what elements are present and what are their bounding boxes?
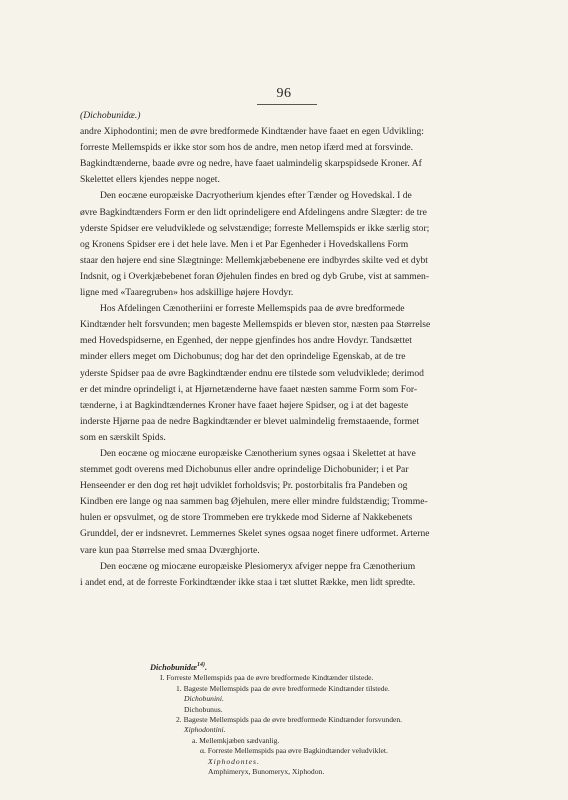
text-line: tænderne, i at Bagkindtændernes Kroner have faaet højere Spidser, og i at det bageste (80, 399, 409, 411)
text-line: vare kun paa Størrelse med smaa Dværghjorte. (80, 544, 260, 556)
text-line: Henseender er den dog ret højt udviklet forholdsvis; Pr. postorbitalis fra Pandeben og (80, 480, 408, 492)
key-item: Xiphodontes. (208, 756, 260, 766)
key-item: Dichobunini. (184, 694, 224, 704)
key-item: 2. Bageste Mellemspids paa de øvre bredformede Kindtænder forsvunden. (176, 715, 403, 725)
text-line: Skelettet ellers kjendes neppe noget. (80, 174, 220, 186)
text-line: i andet end, at de forreste Forkindtænder ikke staa i tæt sluttet Række, men lidt spredte. (80, 576, 416, 588)
text-line: Kindben ere lange og naa sammen bag Øjehulen, mere eller mindre fuldstændig; Tromme- (80, 496, 428, 508)
text-line: øvre Bagkindtænders Form er den lidt oprindeligere end Afdelingens andre Slægter: de tre (80, 206, 427, 218)
text-line: Bagkindtænderne, baade øvre og nedre, have faaet ualmindelig skarpspidsede Kroner. Af (80, 158, 422, 170)
key-item: Amphimeryx, Bunomeryx, Xiphodon. (208, 767, 325, 777)
page-number: 96 (276, 86, 292, 101)
text-line: yderste Spidser ere veludviklede og selvstændige; forreste Mellemspids er ikke særlig stor; (80, 222, 430, 234)
key-item: Dichobunus. (184, 704, 223, 714)
text-line: ligne med «Taaregruben» hos adskillige højere Hovdyr. (80, 287, 294, 299)
text-line: Den eocæne europæiske Dacryotherium kjendes efter Tænder og Hovedskal. I de (100, 190, 412, 202)
text-line: forreste Mellemspids er ikke stor som hos de andre, men netop ifærd med at forsvinde. (80, 142, 414, 154)
body-text (80, 108, 516, 591)
text-line: er det mindre oprindeligt i, at Hjørnetænderne have faaet næsten samme Form som For- (80, 383, 418, 395)
text-line: Kindtænder helt forsvunden; men bageste Mellemspids er bleven stor, næsten paa Størrelse (80, 319, 431, 331)
key-item: α. Forreste Mellemspids paa øvre Bagkindtænder veludviklet. (200, 746, 388, 756)
text-line: Den eocæne og miocæne europæiske Cænotherium synes ogsaa i Skelettet at have (100, 447, 416, 459)
text-line: Den eocæne og miocæne europæiske Plesiomeryx afviger neppe fra Cænotherium (100, 560, 416, 572)
text-line: Grunddel, der er indsnevret. Lemmernes Skelet synes ogsaa noget finere udformet. Arterne (80, 528, 430, 540)
text-line: minder ellers meget om Dichobunus; dog har det den oprindelige Egenskab, at de tre (80, 351, 406, 363)
key-item: Xiphodontini. (184, 725, 226, 735)
header-rule (257, 104, 317, 105)
text-line: inderste Hjørne paa de nedre Bagkindtænder er blevet ualmindelig fremstaaende, formet (80, 415, 420, 427)
text-line: stemmet godt overens med Dichobunus eller andre oprindelige Dichobunider; i et Par (80, 464, 409, 476)
text-line: yderste Spidser paa de øvre Bagkindtænder endnu ere tilstede som veludviklede; derimod (80, 367, 424, 379)
classification-key (80, 663, 516, 777)
text-line: hulen er opsvulmet, og de store Trommeben ere trykkede mod Siderne af Nakkebenets (80, 512, 413, 524)
running-head: (Dichobunidæ.) (80, 110, 141, 121)
text-line: Indsnit, og i Overkjæbebenet foran Øjehulen findes en bred og dyb Grube, vist at sammen- (80, 270, 430, 282)
key-heading: Dichobunidæ$^{14)}$. (150, 662, 208, 672)
text-line: og Kronens Spidser ere i det hele lave. Men i et Par Egenheder i Hovedskallens Form (80, 238, 409, 250)
text-line: som en særskilt Spids. (80, 431, 166, 443)
text-line: med Hovedspidserne, en Egenhed, der neppe gjenfindes hos andre Hovdyr. Tandsættet (80, 335, 412, 347)
text-line: Hos Afdelingen Cænotheriini er forreste Mellemspids paa de øvre bredformede (100, 303, 405, 315)
text-line: andre Xiphodontini; men de øvre bredformede Kindtænder have faaet en egen Udvikling: (80, 126, 424, 138)
key-item: I. Forreste Mellemspids paa de øvre bredformede Kindtænder tilstede. (160, 673, 374, 683)
key-item: 1. Bageste Mellemspids paa de øvre bredformede Kindtænder tilstede. (176, 683, 390, 693)
text-line: staar den højere end sine Slægtninge: Mellemkjæbebenene ere indbyrdes skilte ved et dybt (80, 254, 428, 266)
key-item: a. Mellemkjæben sædvanlig. (192, 735, 280, 745)
